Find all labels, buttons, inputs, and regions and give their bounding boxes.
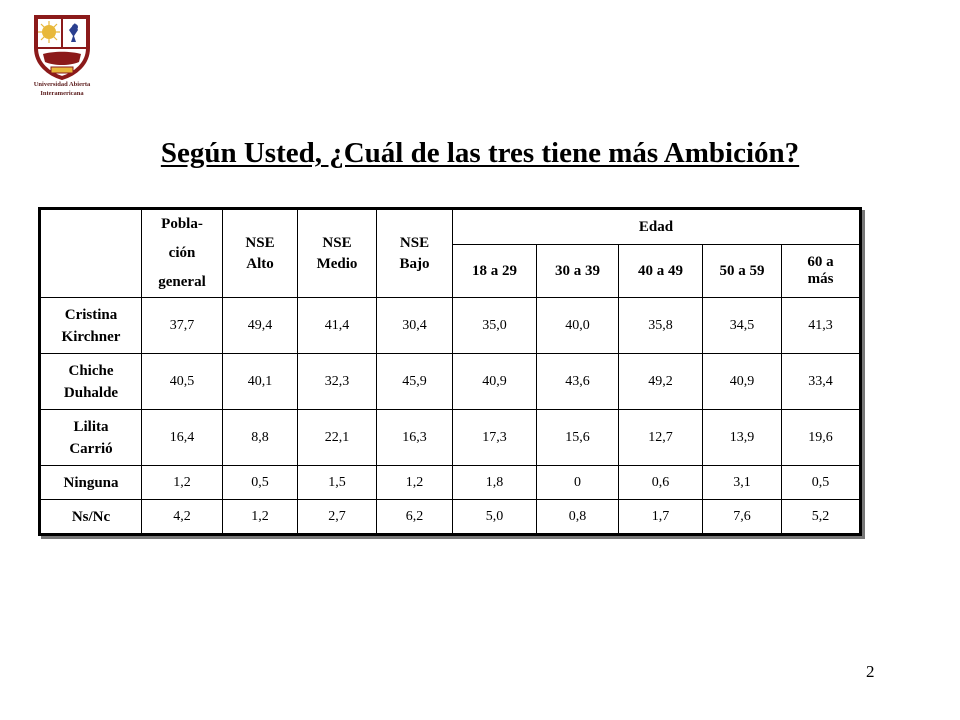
logo-name-line1: Universidad Abierta [33, 81, 91, 88]
table-row [40, 298, 861, 354]
table-cell: 33,4 [782, 354, 861, 410]
header-line: NSE [322, 234, 352, 251]
university-logo [18, 14, 106, 106]
header-line: ción [168, 245, 196, 261]
header-line: Bajo [399, 255, 430, 272]
table-row [40, 410, 861, 466]
row-label-line: Lilita [73, 418, 109, 435]
table-cell: 40,1 [223, 354, 298, 410]
table-cell: 1,2 [377, 466, 453, 500]
header-age-50-59: 50 a 59 [703, 245, 782, 298]
header-line: NSE [399, 234, 430, 251]
header-age-40-49: 40 a 49 [619, 245, 703, 298]
header-nse-bajo [377, 209, 453, 298]
table-cell: 37,7 [142, 298, 223, 354]
table-cell: 35,8 [619, 298, 703, 354]
results-table [38, 207, 862, 536]
table-cell: 40,0 [537, 298, 619, 354]
table-cell: 30,4 [377, 298, 453, 354]
header-stub [40, 209, 142, 298]
header-age-60-plus [782, 245, 861, 298]
table-cell: 5,2 [782, 500, 861, 535]
row-label [40, 410, 142, 466]
table-cell: 1,8 [453, 466, 537, 500]
table-cell: 0,5 [782, 466, 861, 500]
table-row [40, 500, 861, 535]
header-line: Pobla- [161, 216, 203, 232]
row-label-line: Cristina [64, 306, 118, 323]
table-cell: 19,6 [782, 410, 861, 466]
table-cell: 12,7 [619, 410, 703, 466]
logo-name-line2: Interamericana [40, 90, 84, 97]
table-cell: 22,1 [298, 410, 377, 466]
row-label [40, 354, 142, 410]
table-row [40, 354, 861, 410]
header-age-30-39: 30 a 39 [537, 245, 619, 298]
shield-icon [33, 14, 91, 80]
header-line: 60 a [807, 254, 834, 270]
table-cell: 1,2 [142, 466, 223, 500]
row-label [40, 466, 142, 500]
header-age-18-29: 18 a 29 [453, 245, 537, 298]
header-edad: Edad [453, 209, 861, 245]
row-label [40, 298, 142, 354]
table-cell: 35,0 [453, 298, 537, 354]
table-cell: 13,9 [703, 410, 782, 466]
table-cell: 34,5 [703, 298, 782, 354]
table-cell: 41,4 [298, 298, 377, 354]
table-cell: 45,9 [377, 354, 453, 410]
table-cell: 15,6 [537, 410, 619, 466]
table-cell: 16,4 [142, 410, 223, 466]
table-cell: 1,7 [619, 500, 703, 535]
row-label-line: Kirchner [61, 328, 121, 345]
table-cell: 43,6 [537, 354, 619, 410]
table-cell: 8,8 [223, 410, 298, 466]
table-cell: 3,1 [703, 466, 782, 500]
header-line: Alto [246, 255, 274, 272]
row-label-line: Ns/Nc [71, 508, 111, 525]
row-label-line: Ninguna [63, 474, 119, 491]
row-label-line: Duhalde [63, 384, 119, 401]
row-label [40, 500, 142, 535]
header-nse-medio [298, 209, 377, 298]
table-cell: 0 [537, 466, 619, 500]
page-number: 2 [866, 662, 875, 681]
table-cell: 4,2 [142, 500, 223, 535]
table-cell: 40,9 [703, 354, 782, 410]
header-line: NSE [245, 234, 275, 251]
header-poblacion [142, 209, 223, 298]
table-cell: 2,7 [298, 500, 377, 535]
table-cell: 40,9 [453, 354, 537, 410]
header-line: más [807, 271, 834, 287]
row-label-line: Carrió [69, 440, 113, 457]
row-label-line: Chiche [68, 362, 114, 379]
table-cell: 41,3 [782, 298, 861, 354]
header-nse-alto [223, 209, 298, 298]
table-cell: 32,3 [298, 354, 377, 410]
table-cell: 7,6 [703, 500, 782, 535]
table-cell: 0,6 [619, 466, 703, 500]
table-cell: 49,4 [223, 298, 298, 354]
page-title: Según Usted, ¿Cuál de las tres tiene más Ambición? [160, 137, 800, 169]
table-cell: 5,0 [453, 500, 537, 535]
table-cell: 6,2 [377, 500, 453, 535]
table-cell: 40,5 [142, 354, 223, 410]
header-line: Medio [316, 255, 358, 272]
header-line: general [158, 274, 206, 290]
table-cell: 49,2 [619, 354, 703, 410]
table-row [40, 466, 861, 500]
table-cell: 17,3 [453, 410, 537, 466]
table-cell: 1,2 [223, 500, 298, 535]
table-cell: 1,5 [298, 466, 377, 500]
table-cell: 0,5 [223, 466, 298, 500]
table-cell: 0,8 [537, 500, 619, 535]
table-cell: 16,3 [377, 410, 453, 466]
